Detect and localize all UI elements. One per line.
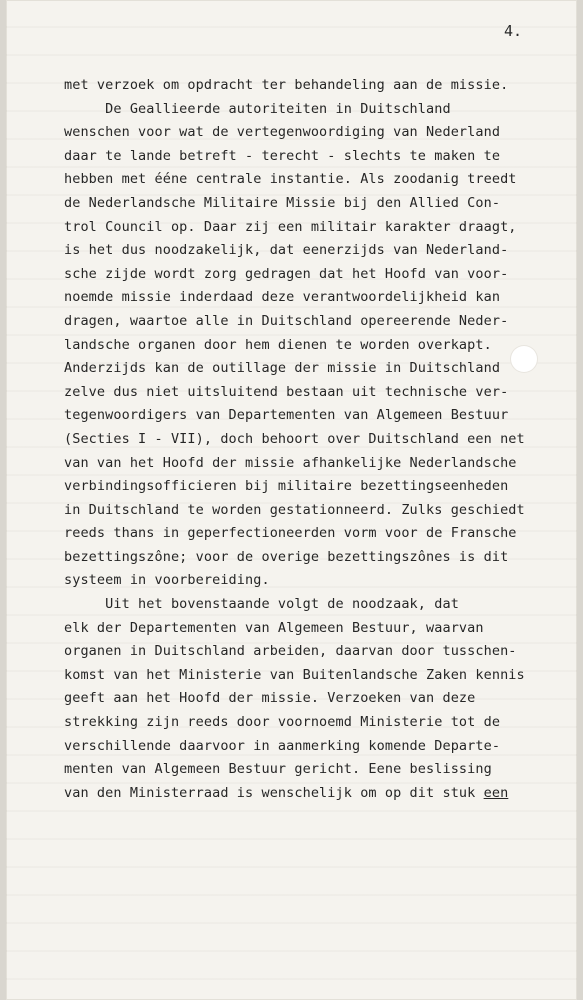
text-line-last bbox=[64, 782, 554, 806]
text-line: dragen, waartoe alle in Duitschland opereerende Neder- bbox=[64, 312, 509, 329]
text-line: verschillende daarvoor in aanmerking komende Departe- bbox=[64, 737, 501, 754]
text-line: strekking zijn reeds door voornoemd Ministerie tot de bbox=[64, 714, 501, 731]
document-page bbox=[6, 0, 577, 1000]
text-line: de Nederlandsche Militaire Missie bij den Allied Con- bbox=[64, 194, 501, 211]
text-line: hebben met ééne centrale instantie. Als zoodanig treedt bbox=[64, 171, 517, 188]
text-line: zelve dus niet uitsluitend bestaan uit technische ver- bbox=[64, 383, 509, 400]
text-line: landsche organen door hem dienen te worden overkapt. bbox=[64, 336, 492, 353]
text-line: tegenwoordigers van Departementen van Algemeen Bestuur bbox=[64, 407, 509, 424]
text-line: met verzoek om opdracht ter behandeling aan de missie. bbox=[64, 77, 509, 93]
text-line: elk der Departementen van Algemeen Bestuur, waarvan bbox=[64, 619, 484, 636]
text-line: trol Council op. Daar zij een militair karakter draagt, bbox=[64, 218, 517, 235]
text-line: sche zijde wordt zorg gedragen dat het Hoofd van voor- bbox=[64, 265, 509, 282]
text-line: noemde missie inderdaad deze verantwoordelijkheid kan bbox=[64, 289, 501, 306]
page-number: 4. bbox=[503, 22, 522, 40]
text-line: komst van het Ministerie van Buitenlandsche Zaken kennis bbox=[64, 666, 525, 683]
text-line: organen in Duitschland arbeiden, daarvan door tusschen- bbox=[64, 643, 517, 660]
text-line: in Duitschland te worden gestationneerd. Zulks geschiedt bbox=[64, 501, 525, 518]
text-line: menten van Algemeen Bestuur gericht. Eene beslissing bbox=[64, 761, 492, 778]
text-segment: van den Ministerraad is wenschelijk om op dit stuk bbox=[64, 784, 484, 801]
text-line: daar te lande betreft - terecht - slechts te maken te bbox=[64, 147, 501, 164]
text-line: geeft aan het Hoofd der missie. Verzoeken van deze bbox=[64, 690, 476, 707]
typewritten-text bbox=[64, 74, 554, 805]
text-line: van van het Hoofd der missie afhankelijke Nederlandsche bbox=[64, 454, 517, 471]
text-line: systeem in voorbereiding. bbox=[64, 572, 270, 589]
text-line: reeds thans in geperfectioneerden vorm voor de Fransche bbox=[64, 525, 517, 542]
text-line: (Secties I - VII), doch behoort over Duitschland een net bbox=[64, 430, 525, 447]
text-line: Anderzijds kan de outillage der missie in Duitschland bbox=[64, 360, 501, 377]
text-line: wenschen voor wat de vertegenwoordiging van Nederland bbox=[64, 124, 501, 141]
underlined-word: een bbox=[483, 784, 509, 801]
text-line: bezettingszône; voor de overige bezettingszônes is dit bbox=[64, 548, 509, 565]
text-line: verbindingsofficieren bij militaire bezettingseenheden bbox=[64, 478, 509, 495]
text-line: De Geallieerde autoriteiten in Duitschland bbox=[64, 100, 451, 117]
text-line: is het dus noodzakelijk, dat eenerzijds van Nederland- bbox=[64, 242, 509, 259]
text-line: Uit het bovenstaande volgt de noodzaak, dat bbox=[64, 596, 459, 613]
